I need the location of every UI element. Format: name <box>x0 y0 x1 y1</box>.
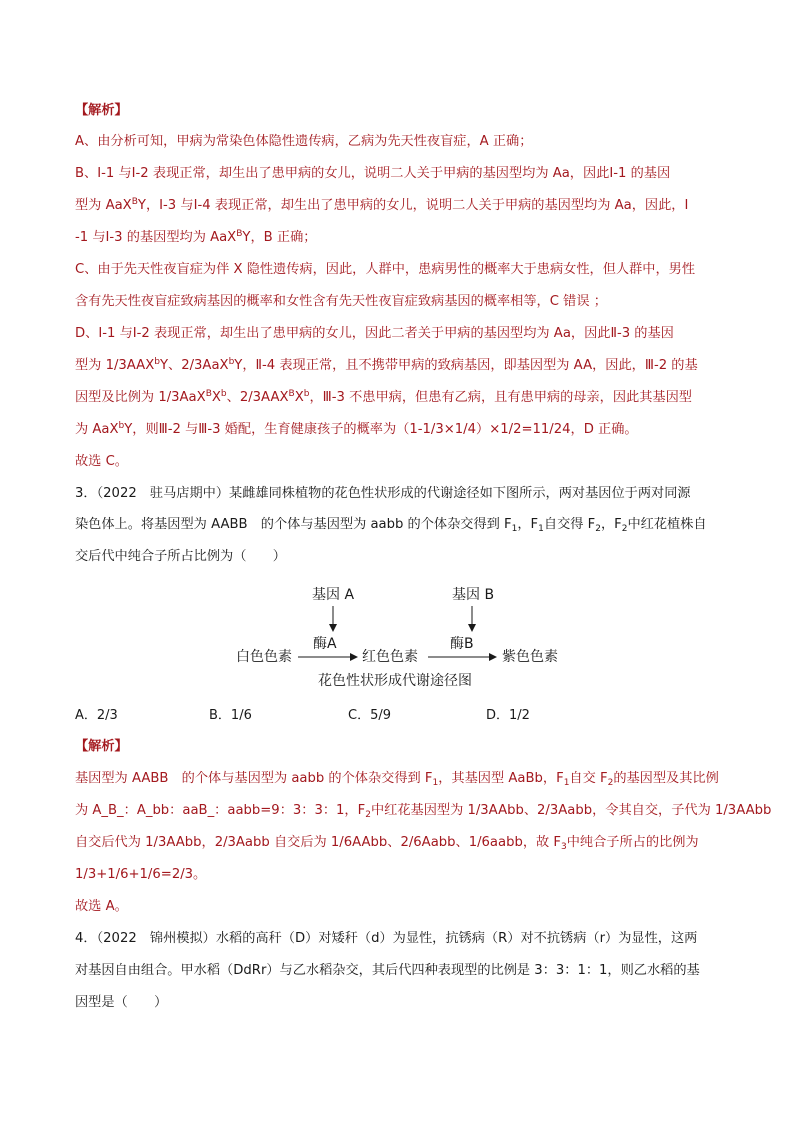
option-a: A．2/3 <box>75 708 118 723</box>
analysis-conclusion-1: 故选 C。 <box>75 454 128 469</box>
gene-a-label: 基因 A <box>312 587 355 603</box>
question4-line1: 4．（2022 锦州模拟）水稻的高秆（D）对矮秆（d）为显性，抗锈病（R）对不抗锈病（r）为显性，这两 <box>75 931 698 946</box>
enzyme-b-label: 酶B <box>450 636 474 652</box>
white-pigment-label: 白色色素 <box>236 649 292 665</box>
red-pigment-label: 红色色素 <box>362 649 418 665</box>
option-b: B．1/6 <box>209 708 252 723</box>
enzyme-a-label: 酶A <box>313 636 337 652</box>
analysis2-line3: 自交后代为 1/3AAbb，2/3Aabb 自交后为 1/6AAbb、2/6Aabb、1/6aabb，故 $F_3$中纯合子所占的比例为 <box>75 835 699 852</box>
option-d: D．1/2 <box>486 708 530 723</box>
analysis-heading-1: 【解析】 <box>75 103 128 118</box>
purple-pigment-label: 紫色色素 <box>502 649 558 665</box>
question4-line3: 因型是（ ） <box>75 995 168 1010</box>
analysis-line-b2: 型为 AaX$^B$Y，Ⅰ-3 与Ⅰ-4 表现正常，却生出了患甲病的女儿，说明二人关于甲病的基因型均为 Aa，因此，Ⅰ <box>75 197 689 213</box>
analysis2-line4: 1/3+1/6+1/6=2/3。 <box>75 867 207 882</box>
analysis2-line2: 为 A_B_：A_bb：aaB_：aabb=9：3：3：1，$F_2$中红花基因型为 1/3AAbb、2/3Aabb，令其自交，子代为 1/3AAbb <box>75 803 772 820</box>
question3-line1: 3．（2022 驻马店期中）某雌雄同株植物的花色性状形成的代谢途径如下图所示，两对基因位于两对同源 <box>75 486 691 501</box>
analysis-line-a: A、由分析可知，甲病为常染色体隐性遗传病，乙病为先天性夜盲症，A 正确； <box>75 134 533 149</box>
gene-b-label: 基因 B <box>452 587 495 603</box>
question3-line2: 染色体上。将基因型为 AABB 的个体与基因型为 aabb 的个体杂交得到 $F_1$，$F_1$自交得 $F_2$，$F_2$中红花植株自 <box>75 517 707 534</box>
diagram-caption: 花色性状形成代谢途径图 <box>318 673 472 689</box>
analysis-line-b1: B、Ⅰ-1 与Ⅰ-2 表现正常，却生出了患甲病的女儿，说明二人关于甲病的基因型均为 Aa，因此Ⅰ-1 的基因 <box>75 166 671 181</box>
analysis-line-d2: 型为 1/3AAX$^b$Y、2/3AaX$^b$Y，Ⅱ-4 表现正常，且不携带甲病的致病基因，即基因型为 AA，因此，Ⅲ-2 的基 <box>75 357 698 373</box>
analysis-heading-2: 【解析】 <box>75 739 128 754</box>
analysis-line-d4: 为 AaX$^b$Y，则Ⅲ-2 与Ⅲ-3 婚配，生育健康孩子的概率为（1-1/3×1/4）×1/2=11/24，D 正确。 <box>75 421 638 437</box>
analysis-conclusion-2: 故选 A。 <box>75 899 128 914</box>
analysis-line-d1: D、Ⅰ-1 与Ⅰ-2 表现正常，却生出了患甲病的女儿，因此二者关于甲病的基因型均为 Aa，因此Ⅱ-3 的基因 <box>75 326 674 341</box>
question3-line3: 交后代中纯合子所占比例为（ ） <box>75 549 286 564</box>
analysis-line-c2: 含有先天性夜盲症致病基因的概率和女性含有先天性夜盲症致病基因的概率相等，C 错误 ； <box>75 294 607 309</box>
analysis2-line1: 基因型为 AABB 的个体与基因型为 aabb 的个体杂交得到 $F_1$，其基因型 AaBb，$F_1$自交 $F_2$的基因型及其比例 <box>75 771 719 788</box>
question4-line2: 对基因自由组合。甲水稻（DdRr）与乙水稻杂交，其后代四种表现型的比例是 3：3：1：1，则乙水稻的基 <box>75 963 700 978</box>
analysis-line-d3: 因型及比例为 $1/3AaX^BX^b$、$2/3AAX^BX^b$，Ⅲ-3 不患甲病，但患有乙病，且有患甲病的母亲，因此其基因型 <box>75 389 692 405</box>
analysis-line-b3: -1 与Ⅰ-3 的基因型均为 AaX$^B$Y，B 正确； <box>75 229 317 245</box>
analysis-line-c1: C、由于先天性夜盲症为伴 X 隐性遗传病，因此，人群中，患病男性的概率大于患病女性，但人群中，男性 <box>75 262 696 277</box>
option-c: C．5/9 <box>348 708 391 723</box>
